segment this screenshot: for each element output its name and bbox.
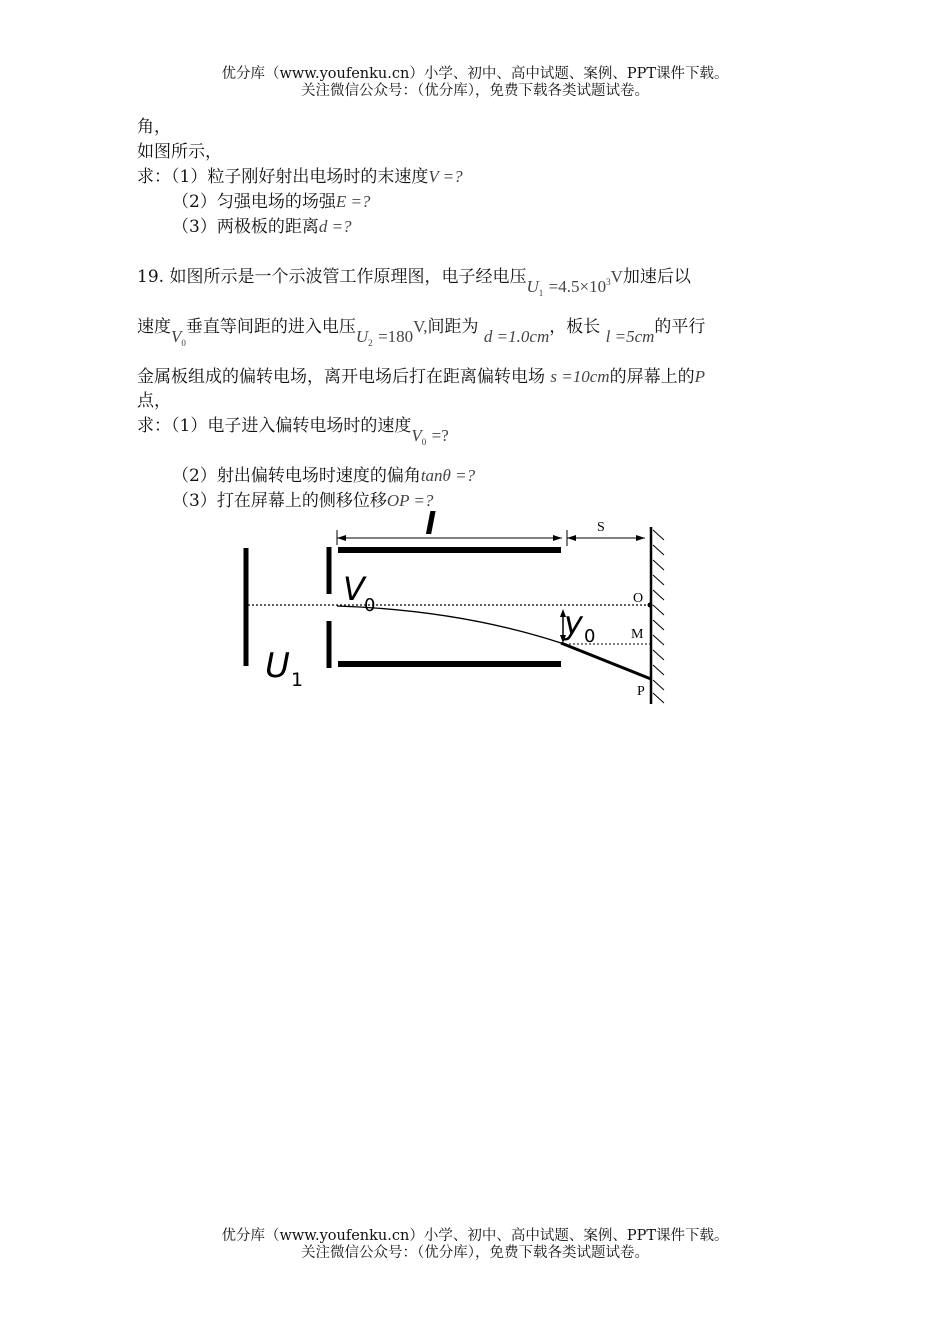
footer-line-1: 优分库（www.youfenku.cn）小学、初中、高中试题、案例、PPT课件下载。 — [221, 1228, 729, 1244]
p19-q2-math: tanθ =? — [420, 466, 476, 485]
page-footer — [0, 1228, 950, 1262]
header-line-2: 关注微信公众号：（优分库），免费下载各类试题试卷。 — [301, 83, 649, 99]
q1-v-var: V — [411, 426, 422, 445]
point-o-dot — [648, 603, 653, 608]
p19-speed: 速度 — [137, 317, 171, 337]
header-line-1: 优分库（www.youfenku.cn）小学、初中、高中试题、案例、PPT课件下载。 — [221, 66, 729, 82]
label-v0: V — [343, 570, 365, 608]
p19-q1-text: 求：（1）电子进入偏转电场时的速度 — [137, 416, 412, 436]
prev-q2-math: E =? — [335, 192, 371, 211]
u1-unit: V — [610, 267, 623, 286]
prev-line-2: 如图所示， — [137, 142, 222, 162]
footer-line-2: 关注微信公众号：（优分库），免费下载各类试题试卷。 — [301, 1245, 649, 1261]
p19-intro: 19. 如图所示是一个示波管工作原理图，电子经电压 — [137, 267, 527, 287]
p19-l3-text: 金属板组成的偏转电场，离开电场后打在距离偏转电场 — [137, 367, 545, 387]
prev-q1-math: V =? — [428, 167, 463, 186]
label-u1-sub: 1 — [291, 669, 304, 691]
p19-vertical: 垂直等间距的进入电压 — [185, 317, 356, 337]
screen-hatching — [653, 530, 664, 703]
label-y0: y — [564, 604, 583, 642]
prev-q1-text: 求：（1）粒子刚好射出电场时的末速度 — [137, 167, 429, 187]
q1-v-sub: 0 — [421, 437, 427, 447]
s-dim-arrow-right — [636, 535, 645, 541]
v0-sub: 0 — [181, 338, 186, 348]
u1-var: U — [526, 277, 539, 296]
prev-q2-text: （2）匀强电场的场强 — [172, 192, 336, 212]
p19-plate: ，板长 — [549, 317, 601, 337]
p19-screen: 的屏幕上的 — [609, 367, 695, 387]
u1-sub: 1 — [538, 288, 544, 298]
p19-q2-text: （2）射出偏转电场时速度的偏角 — [172, 466, 421, 486]
p19-gap: 间距为 — [427, 317, 479, 337]
label-y0-sub: 0 — [584, 626, 596, 647]
u1-value: =4.5×10 — [548, 277, 607, 296]
u2-unit: V, — [413, 317, 428, 336]
prev-line-1: 角， — [137, 117, 171, 137]
l-math: l =5cm — [605, 327, 655, 346]
label-m: M — [631, 627, 644, 642]
p19-parallel: 的平行 — [654, 317, 706, 337]
u2-value: =180 — [378, 327, 414, 346]
label-v0-sub: 0 — [364, 595, 376, 616]
p19-q3-math: OP =? — [386, 491, 434, 510]
u1-exp: 3 — [606, 277, 611, 287]
s-dim-arrow-left — [567, 535, 576, 541]
label-l: l — [425, 507, 436, 542]
label-s: S — [597, 520, 605, 535]
label-p: P — [637, 684, 645, 699]
electron-trajectory-straight — [561, 643, 651, 679]
l-dim-arrow-right — [553, 535, 562, 541]
label-o: O — [633, 591, 644, 606]
l-dim-arrow-left — [337, 535, 346, 541]
prev-q3-text: （3）两极板的距离 — [172, 217, 319, 237]
v0-var: V — [171, 327, 182, 346]
q1-eq: =? — [431, 426, 449, 445]
label-u1: U — [265, 646, 290, 686]
p19-q3-text: （3）打在屏幕上的侧移位移 — [172, 491, 387, 511]
prev-q3-math: d =? — [318, 217, 352, 236]
u2-var: U — [355, 327, 369, 346]
d-math: d =1.0cm — [483, 327, 550, 346]
p19-line-4: 点， — [137, 391, 171, 411]
s-math: s =10cm — [550, 367, 610, 386]
p19-after-u1: 加速后以 — [622, 267, 691, 287]
u2-sub: 2 — [368, 338, 373, 348]
p-math: P — [694, 367, 705, 386]
